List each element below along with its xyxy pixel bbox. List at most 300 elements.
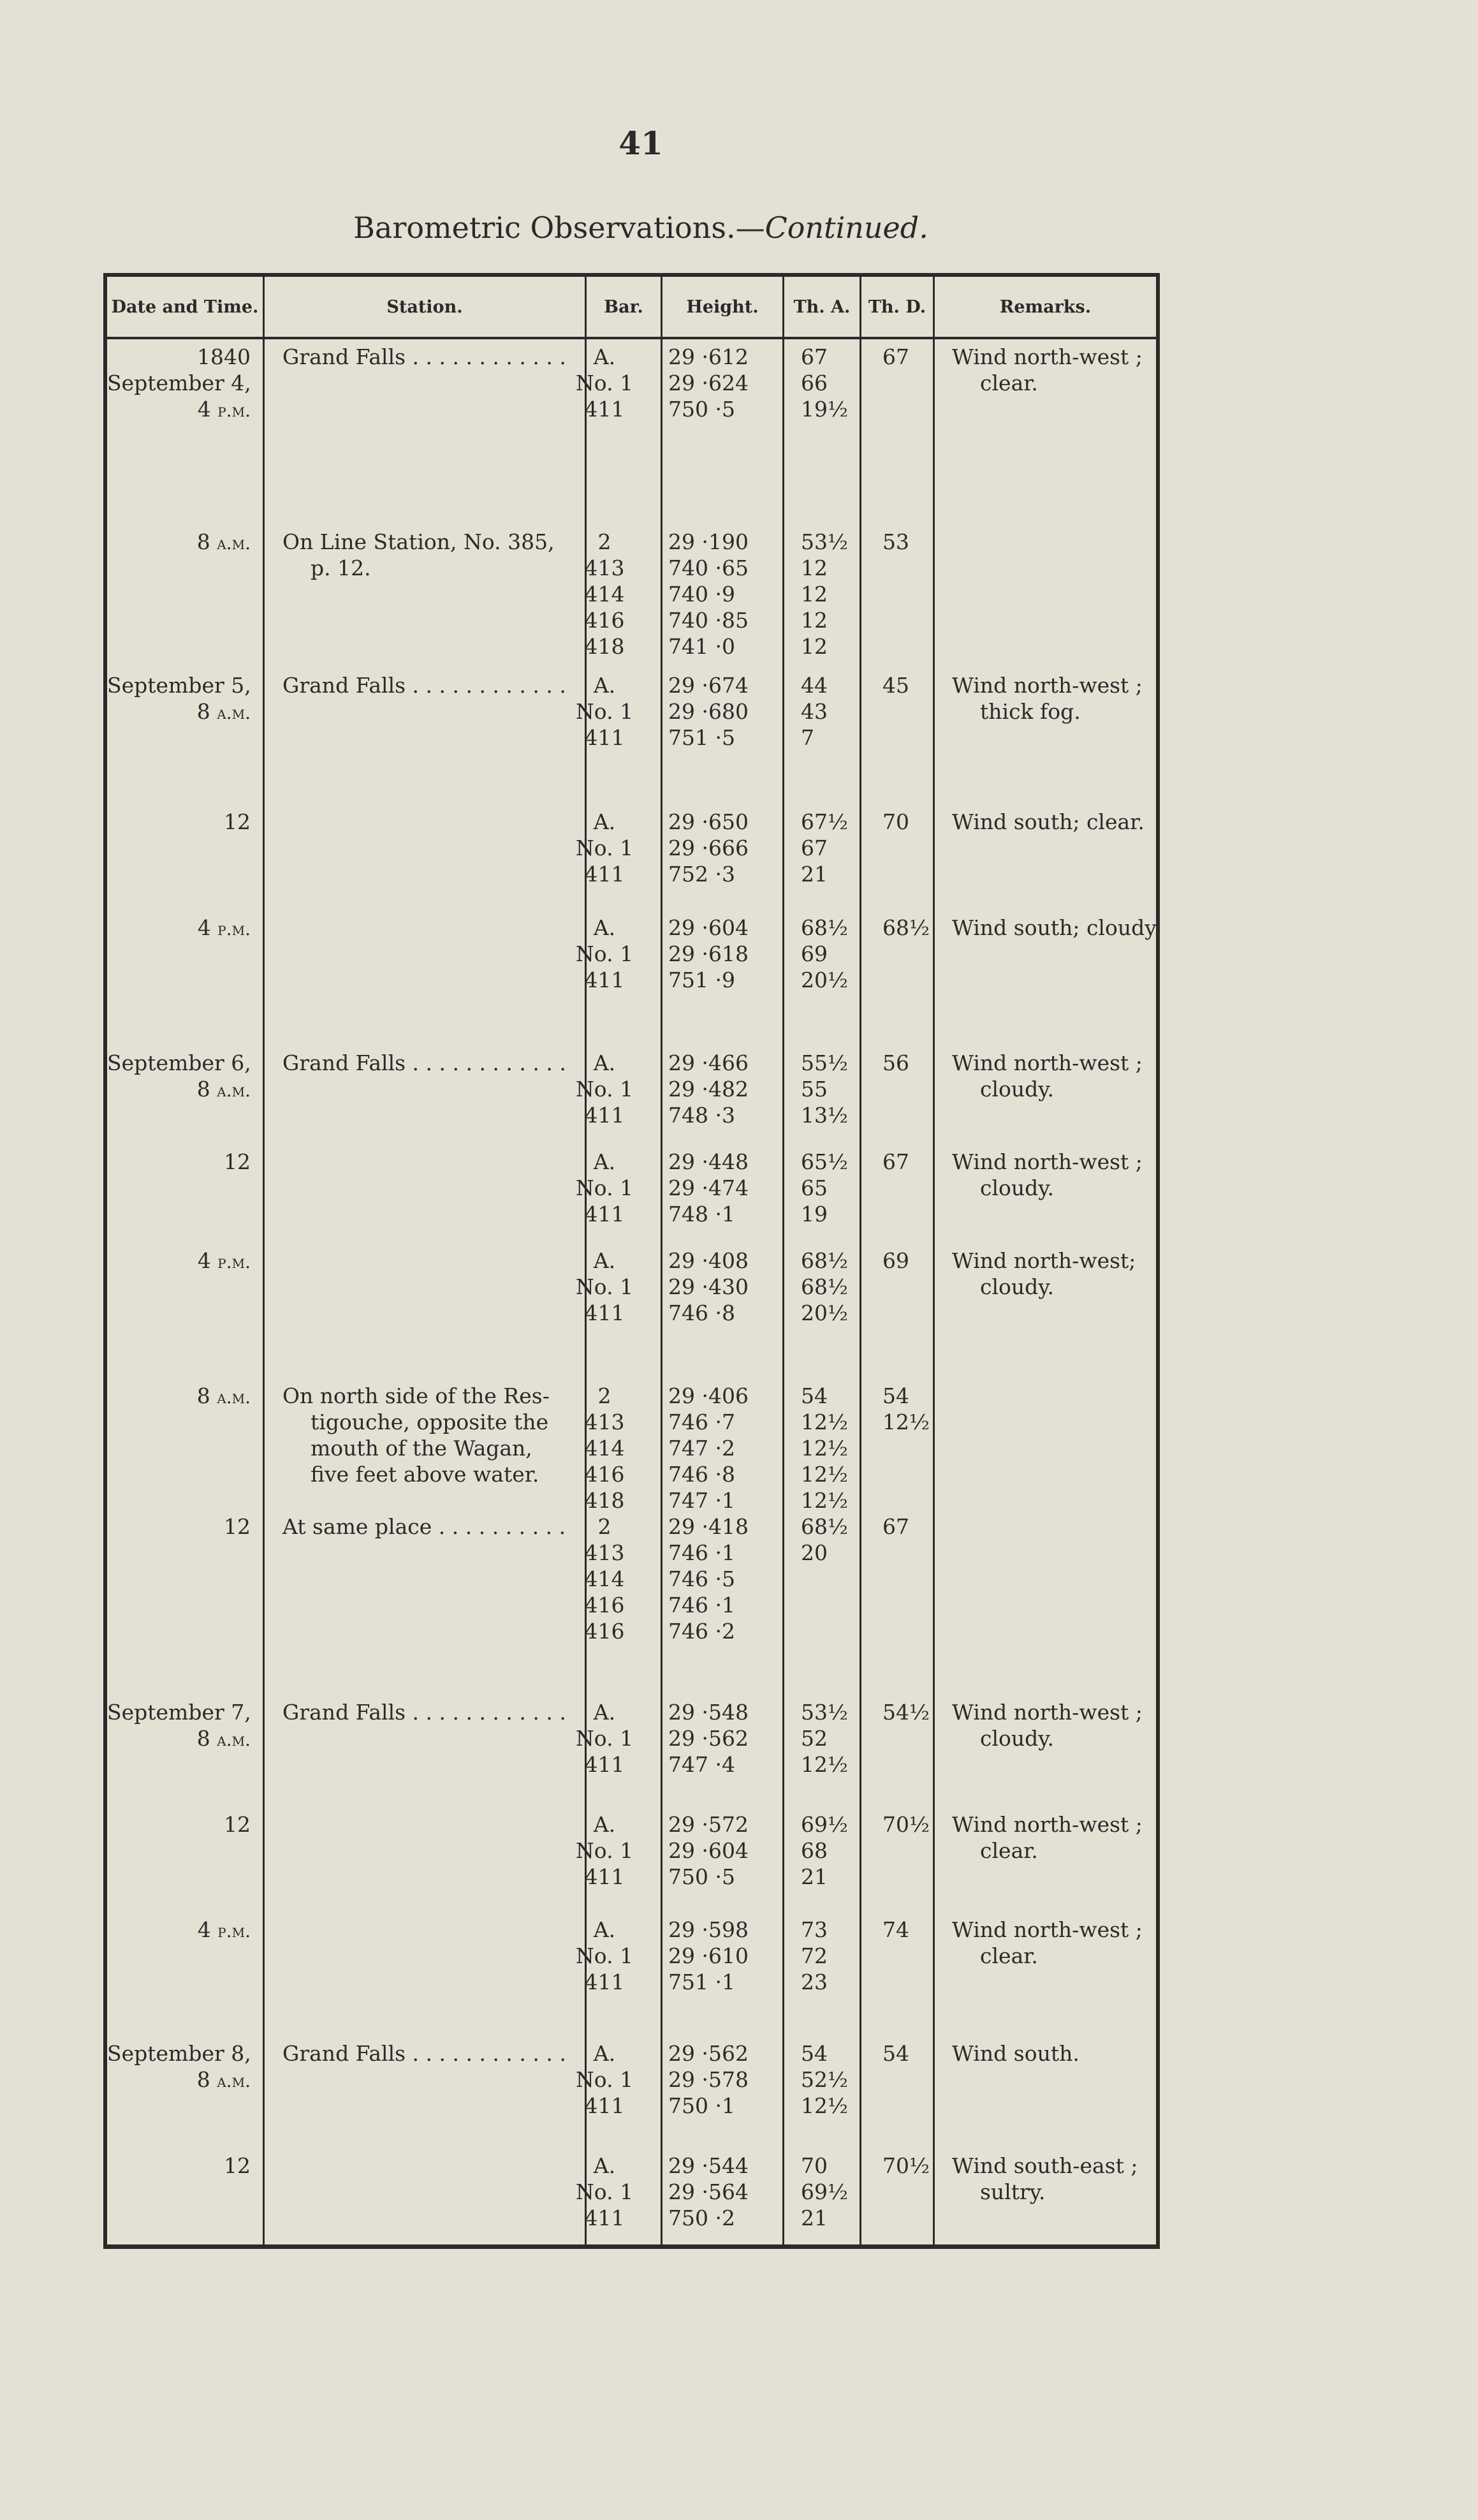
- date-time-cell: [107, 1050, 251, 1103]
- remark-line: Wind north-west;: [952, 1248, 1136, 1273]
- height-cell: [668, 344, 749, 422]
- th-a-value: 12½: [801, 1752, 848, 1777]
- bar-value: A.: [593, 673, 616, 698]
- height-value: 29 ·618: [668, 941, 749, 966]
- height-value: 746 ·1: [668, 1540, 735, 1565]
- date-text: September 5,: [107, 673, 251, 698]
- th-a-value: 44: [801, 673, 828, 698]
- station-line: mouth of the Wagan,: [311, 1436, 532, 1461]
- remark-line: Wind south.: [952, 2041, 1079, 2066]
- remarks-cell: [952, 1811, 1162, 1864]
- height-value: 746 ·7: [668, 1410, 735, 1434]
- station-line: Grand Falls . . . . . . . . . . . .: [282, 2041, 566, 2066]
- date-text: 8: [196, 699, 210, 724]
- bar-value: A.: [593, 344, 616, 369]
- remark-line: Wind north-west ;: [952, 1050, 1143, 1075]
- th-a-value: 55½: [801, 1050, 848, 1075]
- th-a-value: 52: [801, 1726, 828, 1751]
- date-text: 12: [224, 809, 251, 834]
- th-a-value: 20: [801, 1540, 828, 1565]
- time-period: a.m.: [217, 2070, 251, 2091]
- height-value: 29 ·418: [668, 1514, 749, 1539]
- bar-value: A.: [593, 1149, 616, 1174]
- height-value: 29 ·564: [668, 2179, 749, 2204]
- height-value: 29 ·624: [668, 371, 749, 395]
- date-time-cell: [107, 672, 251, 726]
- bar-value: No. 1: [575, 1077, 634, 1102]
- time-period: p.m.: [217, 400, 251, 421]
- th-d-cell: [882, 1383, 930, 1435]
- bar-value: No. 1: [575, 1726, 634, 1751]
- height-cell: [668, 2153, 749, 2231]
- height-value: 740 ·9: [668, 582, 735, 607]
- th-a-value: 67: [801, 836, 828, 860]
- height-value: 747 ·2: [668, 1436, 735, 1461]
- th-a-value: 19: [801, 1202, 828, 1227]
- remark-line: clear.: [980, 1838, 1038, 1863]
- height-value: 747 ·4: [668, 1752, 735, 1777]
- observations-table: [103, 273, 1160, 2249]
- height-value: 29 ·406: [668, 1383, 749, 1408]
- date-line: [107, 672, 251, 698]
- bar-cell: [573, 2153, 636, 2231]
- bar-cell: [573, 1811, 636, 1890]
- th-a-value: 69½: [801, 1812, 848, 1837]
- th-a-value: 73: [801, 1917, 828, 1942]
- bar-value: 411: [584, 725, 625, 750]
- date-time-cell: [107, 344, 251, 424]
- th-a-cell: [801, 1811, 848, 1890]
- th-a-value: 54: [801, 2041, 828, 2066]
- height-value: 29 ·598: [668, 1917, 749, 1942]
- page-number: 41: [618, 124, 663, 162]
- th-a-value: 70: [801, 2153, 828, 2178]
- date-time-cell: [107, 1811, 251, 1838]
- date-line: [107, 370, 251, 396]
- time-period: a.m.: [217, 1387, 251, 1408]
- th-a-cell: [801, 344, 848, 422]
- time-period: a.m.: [217, 533, 251, 554]
- bar-cell: [573, 1699, 636, 1778]
- date-text: 8: [196, 1726, 210, 1751]
- date-text: 4: [197, 1248, 211, 1273]
- th-d-value: 74: [882, 1917, 909, 1942]
- bar-cell: [573, 809, 636, 887]
- th-d-value: 54: [882, 1383, 909, 1408]
- height-value: 29 ·650: [668, 809, 749, 834]
- th-a-cell: [801, 1383, 848, 1514]
- bar-value: 416: [584, 1619, 625, 1644]
- remark-line: Wind north-west ;: [952, 673, 1143, 698]
- th-a-value: 68½: [801, 1248, 848, 1273]
- remark-line: cloudy.: [980, 1726, 1055, 1751]
- bar-value: A.: [593, 1050, 616, 1075]
- date-time-cell: [107, 1248, 251, 1275]
- bar-value: No. 1: [575, 699, 634, 724]
- date-time-cell: [107, 1917, 251, 1944]
- bar-value: 411: [584, 1752, 625, 1777]
- title-continued: Continued.: [765, 210, 928, 245]
- height-cell: [668, 1050, 749, 1128]
- bar-value: 411: [584, 1103, 625, 1128]
- th-a-value: 68½: [801, 915, 848, 940]
- th-d-cell: [882, 529, 909, 555]
- header-th-d: Th. D.: [868, 297, 926, 317]
- bar-value: 2: [597, 529, 611, 554]
- bar-value: A.: [593, 1812, 616, 1837]
- remark-line: cloudy.: [980, 1077, 1055, 1102]
- height-cell: [668, 1248, 749, 1326]
- station-line: Grand Falls . . . . . . . . . . . .: [282, 344, 566, 369]
- bar-value: No. 1: [575, 2067, 634, 2092]
- th-a-cell: [801, 1248, 848, 1326]
- column-divider: [933, 277, 935, 2244]
- bar-value: A.: [593, 809, 616, 834]
- th-a-value: 12½: [801, 1488, 848, 1513]
- remark-line: Wind south-east ;: [952, 2153, 1138, 2178]
- th-d-value: 67: [882, 344, 909, 369]
- bar-cell: [573, 1383, 636, 1514]
- date-text: September 8,: [107, 2041, 251, 2066]
- height-value: 740 ·65: [668, 556, 749, 580]
- height-value: 29 ·604: [668, 915, 749, 940]
- height-value: 29 ·408: [668, 1248, 749, 1273]
- th-a-value: 53½: [801, 1700, 848, 1725]
- th-d-value: 56: [882, 1050, 909, 1075]
- bar-cell: [573, 1248, 636, 1326]
- height-value: 750 ·5: [668, 397, 735, 422]
- height-cell: [668, 672, 749, 751]
- date-line: [107, 1383, 251, 1410]
- bar-cell: [573, 529, 636, 659]
- remarks-cell: [952, 1917, 1162, 1969]
- remark-line: Wind north-west ;: [952, 344, 1143, 369]
- bar-value: A.: [593, 2153, 616, 2178]
- th-d-cell: [882, 2153, 930, 2179]
- height-value: 751 ·9: [668, 968, 735, 992]
- bar-value: 2: [597, 1383, 611, 1408]
- th-a-value: 20½: [801, 1301, 848, 1325]
- remarks-cell: [952, 2040, 1162, 2067]
- th-a-value: 12: [801, 608, 828, 633]
- date-text: September 7,: [107, 1700, 251, 1725]
- date-line: [107, 1725, 251, 1753]
- th-a-value: 13½: [801, 1103, 848, 1128]
- bar-value: No. 1: [575, 1175, 634, 1200]
- th-d-cell: [882, 2040, 909, 2067]
- station-line: On north side of the Res-: [282, 1383, 550, 1408]
- bar-value: No. 1: [575, 1838, 634, 1863]
- date-time-cell: [107, 529, 251, 556]
- date-line: [107, 2153, 251, 2179]
- bar-value: 414: [584, 1436, 625, 1461]
- date-line: [107, 915, 251, 942]
- time-period: p.m.: [217, 1251, 251, 1272]
- th-d-cell: [882, 1514, 909, 1540]
- bar-cell: [573, 1050, 636, 1128]
- date-text: 8: [196, 1077, 210, 1102]
- th-a-value: 12½: [801, 1410, 848, 1434]
- station-line: five feet above water.: [311, 1462, 539, 1487]
- height-cell: [668, 1811, 749, 1890]
- height-value: 29 ·612: [668, 344, 749, 369]
- bar-value: 411: [584, 2093, 625, 2118]
- date-line: [107, 1050, 251, 1076]
- date-line: [107, 1811, 251, 1838]
- remarks-cell: [952, 809, 1162, 835]
- th-a-cell: [801, 1050, 848, 1128]
- date-text: September 4,: [107, 371, 251, 395]
- bar-value: No. 1: [575, 1943, 634, 1968]
- bar-cell: [573, 2040, 636, 2119]
- remark-line: Wind north-west ;: [952, 1149, 1143, 1174]
- station-line: Grand Falls . . . . . . . . . . . .: [282, 1050, 566, 1075]
- th-a-value: 12: [801, 634, 828, 659]
- date-line: [107, 344, 251, 370]
- bar-value: No. 1: [575, 2179, 634, 2204]
- height-cell: [668, 1699, 749, 1778]
- bar-value: 2: [597, 1514, 611, 1539]
- column-divider: [782, 277, 784, 2244]
- th-a-value: 7: [801, 725, 814, 750]
- height-cell: [668, 1149, 749, 1227]
- th-a-value: 52½: [801, 2067, 848, 2092]
- date-time-cell: [107, 1383, 251, 1410]
- th-a-cell: [801, 529, 848, 659]
- height-value: 750 ·1: [668, 2093, 735, 2118]
- th-a-cell: [801, 672, 828, 751]
- th-a-value: 68: [801, 1838, 828, 1863]
- date-line: [107, 1149, 251, 1175]
- height-value: 29 ·562: [668, 2041, 749, 2066]
- th-a-value: 68½: [801, 1514, 848, 1539]
- th-a-cell: [801, 2040, 848, 2119]
- remark-line: cloudy.: [980, 1175, 1055, 1200]
- header-station: Station.: [386, 297, 463, 317]
- height-value: 747 ·1: [668, 1488, 735, 1513]
- date-line: [107, 698, 251, 726]
- remark-line: Wind north-west ;: [952, 1812, 1143, 1837]
- remarks-cell: [952, 672, 1162, 725]
- bar-value: No. 1: [575, 371, 634, 395]
- date-time-cell: [107, 809, 251, 835]
- header-bar: Bar.: [604, 297, 643, 317]
- th-d-value: 54½: [882, 1700, 930, 1725]
- th-d-value: 12½: [882, 1410, 930, 1434]
- date-text: 4: [197, 1917, 211, 1942]
- date-line: [107, 1699, 251, 1725]
- th-a-value: 53½: [801, 529, 848, 554]
- bar-value: 416: [584, 608, 625, 633]
- date-text: 4: [197, 915, 211, 940]
- th-a-value: 12: [801, 582, 828, 607]
- th-d-value: 68½: [882, 915, 930, 940]
- bar-value: 418: [584, 1488, 625, 1513]
- bar-value: A.: [593, 1917, 616, 1942]
- header-th-a: Th. A.: [793, 297, 851, 317]
- date-time-cell: [107, 2153, 251, 2179]
- th-a-value: 72: [801, 1943, 828, 1968]
- remark-line: sultry.: [980, 2179, 1046, 2204]
- date-text: 12: [224, 1149, 251, 1174]
- remarks-cell: [952, 915, 1162, 941]
- th-a-cell: [801, 2153, 848, 2231]
- height-value: 29 ·562: [668, 1726, 749, 1751]
- th-d-value: 70½: [882, 1812, 930, 1837]
- bar-value: 413: [584, 556, 625, 580]
- th-a-value: 19½: [801, 397, 848, 422]
- bar-value: No. 1: [575, 1274, 634, 1299]
- th-d-value: 67: [882, 1149, 909, 1174]
- column-divider: [860, 277, 861, 2244]
- remarks-cell: [952, 1050, 1162, 1102]
- th-d-cell: [882, 809, 909, 835]
- th-d-value: 67: [882, 1514, 909, 1539]
- height-cell: [668, 2040, 749, 2119]
- date-time-cell: [107, 1149, 251, 1175]
- th-a-value: 43: [801, 699, 828, 724]
- bar-value: No. 1: [575, 836, 634, 860]
- th-a-value: 68½: [801, 1274, 848, 1299]
- height-value: 746 ·5: [668, 1566, 735, 1591]
- th-a-value: 65½: [801, 1149, 848, 1174]
- bar-value: No. 1: [575, 941, 634, 966]
- station-line: tigouche, opposite the: [311, 1410, 549, 1434]
- th-d-value: 45: [882, 673, 909, 698]
- th-a-value: 67½: [801, 809, 848, 834]
- bar-value: 411: [584, 2206, 625, 2230]
- station-line: Grand Falls . . . . . . . . . . . .: [282, 1700, 566, 1725]
- remarks-cell: [952, 1699, 1162, 1751]
- th-a-value: 12½: [801, 1462, 848, 1487]
- bar-value: 411: [584, 968, 625, 992]
- th-d-value: 70½: [882, 2153, 930, 2178]
- header-height: Height.: [686, 297, 759, 317]
- height-value: 752 ·3: [668, 862, 735, 887]
- th-d-cell: [882, 672, 909, 698]
- th-a-value: 12½: [801, 2093, 848, 2118]
- height-value: 29 ·544: [668, 2153, 749, 2178]
- header-date: Date and Time.: [111, 297, 259, 317]
- height-value: 29 ·666: [668, 836, 749, 860]
- time-period: a.m.: [217, 1729, 251, 1750]
- date-line: [107, 529, 251, 556]
- remark-line: Wind south; clear.: [952, 809, 1145, 834]
- station-line: On Line Station, No. 385,: [282, 529, 555, 554]
- height-value: 741 ·0: [668, 634, 735, 659]
- th-a-cell: [801, 915, 848, 993]
- height-value: 29 ·674: [668, 673, 749, 698]
- remarks-cell: [952, 2153, 1162, 2205]
- remarks-cell: [952, 1248, 1162, 1300]
- height-value: 29 ·448: [668, 1149, 749, 1174]
- height-cell: [668, 529, 749, 659]
- th-a-cell: [801, 1149, 848, 1227]
- station-line: At same place . . . . . . . . . .: [282, 1514, 566, 1539]
- height-value: 29 ·578: [668, 2067, 749, 2092]
- th-a-value: 21: [801, 1864, 828, 1889]
- remark-line: clear.: [980, 1943, 1038, 1968]
- date-text: 8: [196, 1383, 210, 1408]
- remark-line: cloudy.: [980, 1274, 1055, 1299]
- th-d-cell: [882, 1149, 909, 1175]
- height-value: 29 ·680: [668, 699, 749, 724]
- date-line: [107, 2067, 251, 2094]
- bar-value: 413: [584, 1540, 625, 1565]
- height-cell: [668, 809, 749, 887]
- th-a-value: 66: [801, 371, 828, 395]
- th-a-cell: [801, 809, 848, 887]
- bar-value: 411: [584, 1202, 625, 1227]
- height-value: 746 ·2: [668, 1619, 735, 1644]
- height-value: 750 ·5: [668, 1864, 735, 1889]
- height-cell: [668, 1917, 749, 1995]
- height-value: 29 ·466: [668, 1050, 749, 1075]
- date-line: [107, 1248, 251, 1275]
- column-divider: [263, 277, 265, 2244]
- bar-cell: [573, 344, 636, 422]
- th-d-cell: [882, 1248, 909, 1274]
- th-a-cell: [801, 1699, 848, 1778]
- height-value: 740 ·85: [668, 608, 749, 633]
- date-text: 12: [224, 1514, 251, 1539]
- bar-value: 416: [584, 1462, 625, 1487]
- bar-value: 411: [584, 862, 625, 887]
- date-line: [107, 1917, 251, 1944]
- height-cell: [668, 1514, 749, 1644]
- time-period: a.m.: [217, 1080, 251, 1101]
- height-value: 746 ·8: [668, 1301, 735, 1325]
- bar-value: 416: [584, 1593, 625, 1617]
- header-remarks: Remarks.: [999, 297, 1092, 317]
- date-text: 8: [196, 2067, 210, 2092]
- date-text: 12: [224, 1812, 251, 1837]
- th-d-cell: [882, 1917, 909, 1943]
- remarks-cell: [952, 1149, 1162, 1201]
- th-a-cell: [801, 1514, 848, 1566]
- title-main: Barometric Observations.—: [353, 210, 765, 245]
- th-d-cell: [882, 1699, 930, 1725]
- station-line: Grand Falls . . . . . . . . . . . .: [282, 673, 566, 698]
- bar-cell: [573, 1149, 636, 1227]
- date-line: [107, 2040, 251, 2067]
- th-a-value: 12½: [801, 1436, 848, 1461]
- remark-line: thick fog.: [980, 699, 1081, 724]
- bar-value: 413: [584, 1410, 625, 1434]
- date-text: 8: [196, 529, 210, 554]
- height-value: 751 ·5: [668, 725, 735, 750]
- th-d-cell: [882, 344, 909, 370]
- page-title: [0, 210, 1282, 245]
- height-cell: [668, 915, 749, 993]
- height-value: 29 ·474: [668, 1175, 749, 1200]
- date-time-cell: [107, 1514, 251, 1540]
- date-text: 12: [224, 2153, 251, 2178]
- bar-value: A.: [593, 1248, 616, 1273]
- bar-cell: [573, 915, 636, 993]
- th-a-value: 21: [801, 862, 828, 887]
- date-time-cell: [107, 1699, 251, 1753]
- height-value: 748 ·1: [668, 1202, 735, 1227]
- bar-value: 418: [584, 634, 625, 659]
- bar-value: A.: [593, 2041, 616, 2066]
- date-time-cell: [107, 2040, 251, 2094]
- height-value: 29 ·610: [668, 1943, 749, 1968]
- height-value: 29 ·572: [668, 1812, 749, 1837]
- remark-line: Wind north-west ;: [952, 1700, 1143, 1725]
- th-a-value: 67: [801, 344, 828, 369]
- th-a-value: 54: [801, 1383, 828, 1408]
